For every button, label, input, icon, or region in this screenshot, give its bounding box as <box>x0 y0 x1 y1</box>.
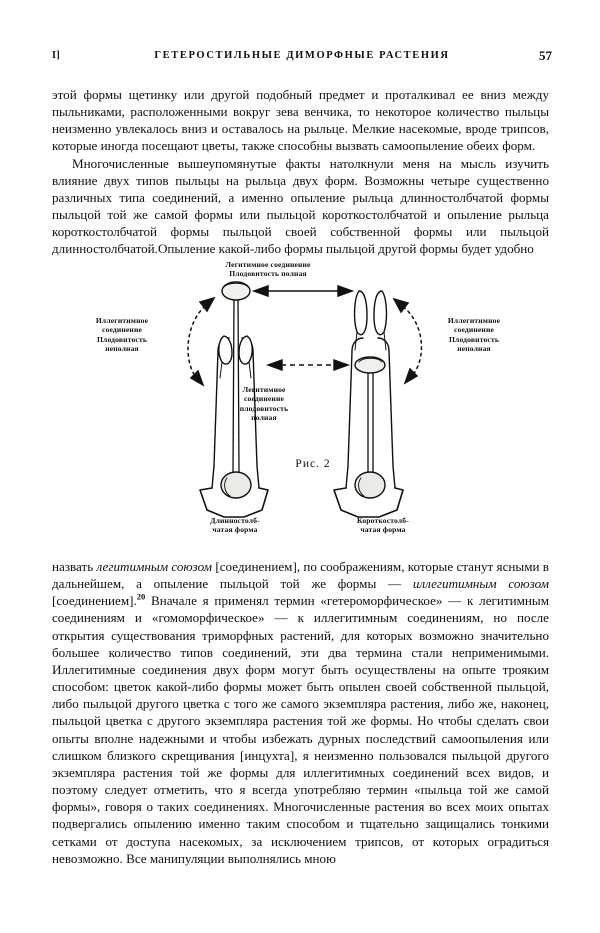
page-title: ГЕТЕРОСТИЛЬНЫЕ ДИМОРФНЫЕ РАСТЕНИЯ <box>154 50 450 61</box>
figure-label-left-line3: Плодовитость <box>96 334 147 344</box>
arrow-legitimate-top <box>254 286 352 296</box>
long-styled-form-line2: чатая форма <box>212 525 258 535</box>
figure-label-middle-line3: плодовитость <box>239 403 289 413</box>
paragraph-two: Многочисленные вышеупомянутые факты натолкнули меня на мысль изучить влияние двух типов пыльцы на рыльца двух форм. Возможны четыре существенно различных типа соединений, а именно опыление рыльца длинностолбчатой формы пыльцой той же самой формы или пыльцой короткостолбчатой и опыление рыльца короткостолбчатой формы пыльцой своей собственной формы или пыльцой длинностолбчатой.Опыление какой-либо формы пыльцой другой формы будет удобно <box>52 155 549 257</box>
paragraph-three <box>52 558 549 867</box>
body-text-top <box>52 86 549 258</box>
arrow-legitimate-middle <box>268 360 348 370</box>
figure-label-left-line4: неполная <box>105 343 139 353</box>
body-text-bottom <box>52 558 549 867</box>
italic-term-illegitimate: иллегитимным союзом <box>412 576 549 592</box>
italic-term-legitimate: легитимным союзом <box>96 559 213 574</box>
figure-label-right-line1: Иллегитимное <box>447 316 501 325</box>
figure-label-top <box>188 260 348 279</box>
long-styled-form-line1: Длинностолб- <box>210 516 260 525</box>
figure-label-long-styled-form <box>180 516 290 535</box>
figure-label-right-line4: неполная <box>457 343 491 353</box>
footnote-marker: 20 <box>136 591 146 602</box>
text-run-3: [соединением]. <box>52 593 137 609</box>
figure-label-middle-line2: соединение <box>243 394 285 404</box>
figure-caption: Рис. 2 <box>295 458 331 470</box>
figure-label-right-line2: соединение <box>453 325 495 335</box>
figure-label-left-line2: соединение <box>101 325 143 335</box>
figure-label-right-line3: Плодовитость <box>448 334 499 344</box>
text-run-1: назвать <box>52 559 97 574</box>
figure-label-short-styled-form <box>324 516 442 535</box>
running-head-left-mark: I] <box>52 50 61 61</box>
arrow-illegitimate-left <box>188 298 214 385</box>
text-run-2: [соединением], по соображениям, которые станут ясными в дальнейшем, а опыление пыльцой той же формы — <box>52 559 549 592</box>
short-styled-form-line2: чатая форма <box>360 525 406 535</box>
text-run-4: Вначале я применял термин «гетероморфическое» — к легитимным соединениям и «гомоморфическое» — к иллегитимным соединениям, но после открытия существования триморфных растений, для которых возможно значительно большее количество типов соединений, эти два термина стали неприменимыми. Иллегитимные соединения двух форм могут быть осуществлены на опыте трояким способом: цветок какой-либо формы может быть опылен своей собственной пыльцой, либо пыльцой другого цветка с того же самого экземпляра растения, либо же, наконец, пыльцой цветка с другого экземпляра растения той же формы. Но чтобы сделать свои опыты вполне надежными и чтобы избежать дурных последствий самоопыления или слишком близкого скрещивания [инцухта], я неизменно пользовался пыльцой другого экземпляра растения той же формы для иллегитимных соединений всех видов, и поэтому следует отметить, что я всегда употребляю термин «пыльца той же самой формы», говоря о таких соединениях. Многочисленные растения во всех моих опытах подвергались опылению именно таким способом и тщательно защищались тонкими сетками от доступа насекомых, за исключением трипсов, от которых оградиться невозможно. Все манипуляции выполнялись мною <box>52 593 549 866</box>
figure-label-top-line2: Плодовитость полная <box>229 269 307 279</box>
page-number: 57 <box>539 48 552 63</box>
paragraph-continued: этой формы щетинку или другой подобный предмет и проталкивал ее вниз между пыльниками, расположенными вокруг зева венчика, то некоторое количество пыльцы неизменно увлекалось вниз и оставалось на рыльце. Мелкие насекомые, вроде трипсов, которые иногда посещают цветы, также способны вызвать самоопыление обеих форм. <box>52 87 549 154</box>
figure-label-middle-line1: Легитимное <box>242 385 286 394</box>
figure-label-middle-line4: полная <box>251 412 277 422</box>
figure-label-right <box>420 316 528 353</box>
figure-label-left <box>70 316 174 353</box>
figure-label-left-line1: Иллегитимное <box>95 316 149 325</box>
arrow-illegitimate-right <box>394 299 421 383</box>
figure-2 <box>52 258 549 554</box>
short-styled-form-line1: Короткостолб- <box>357 516 409 525</box>
running-head <box>52 50 552 66</box>
figure-label-top-line1: Легитимное соединение <box>225 260 311 269</box>
figure-label-middle <box>212 385 316 422</box>
